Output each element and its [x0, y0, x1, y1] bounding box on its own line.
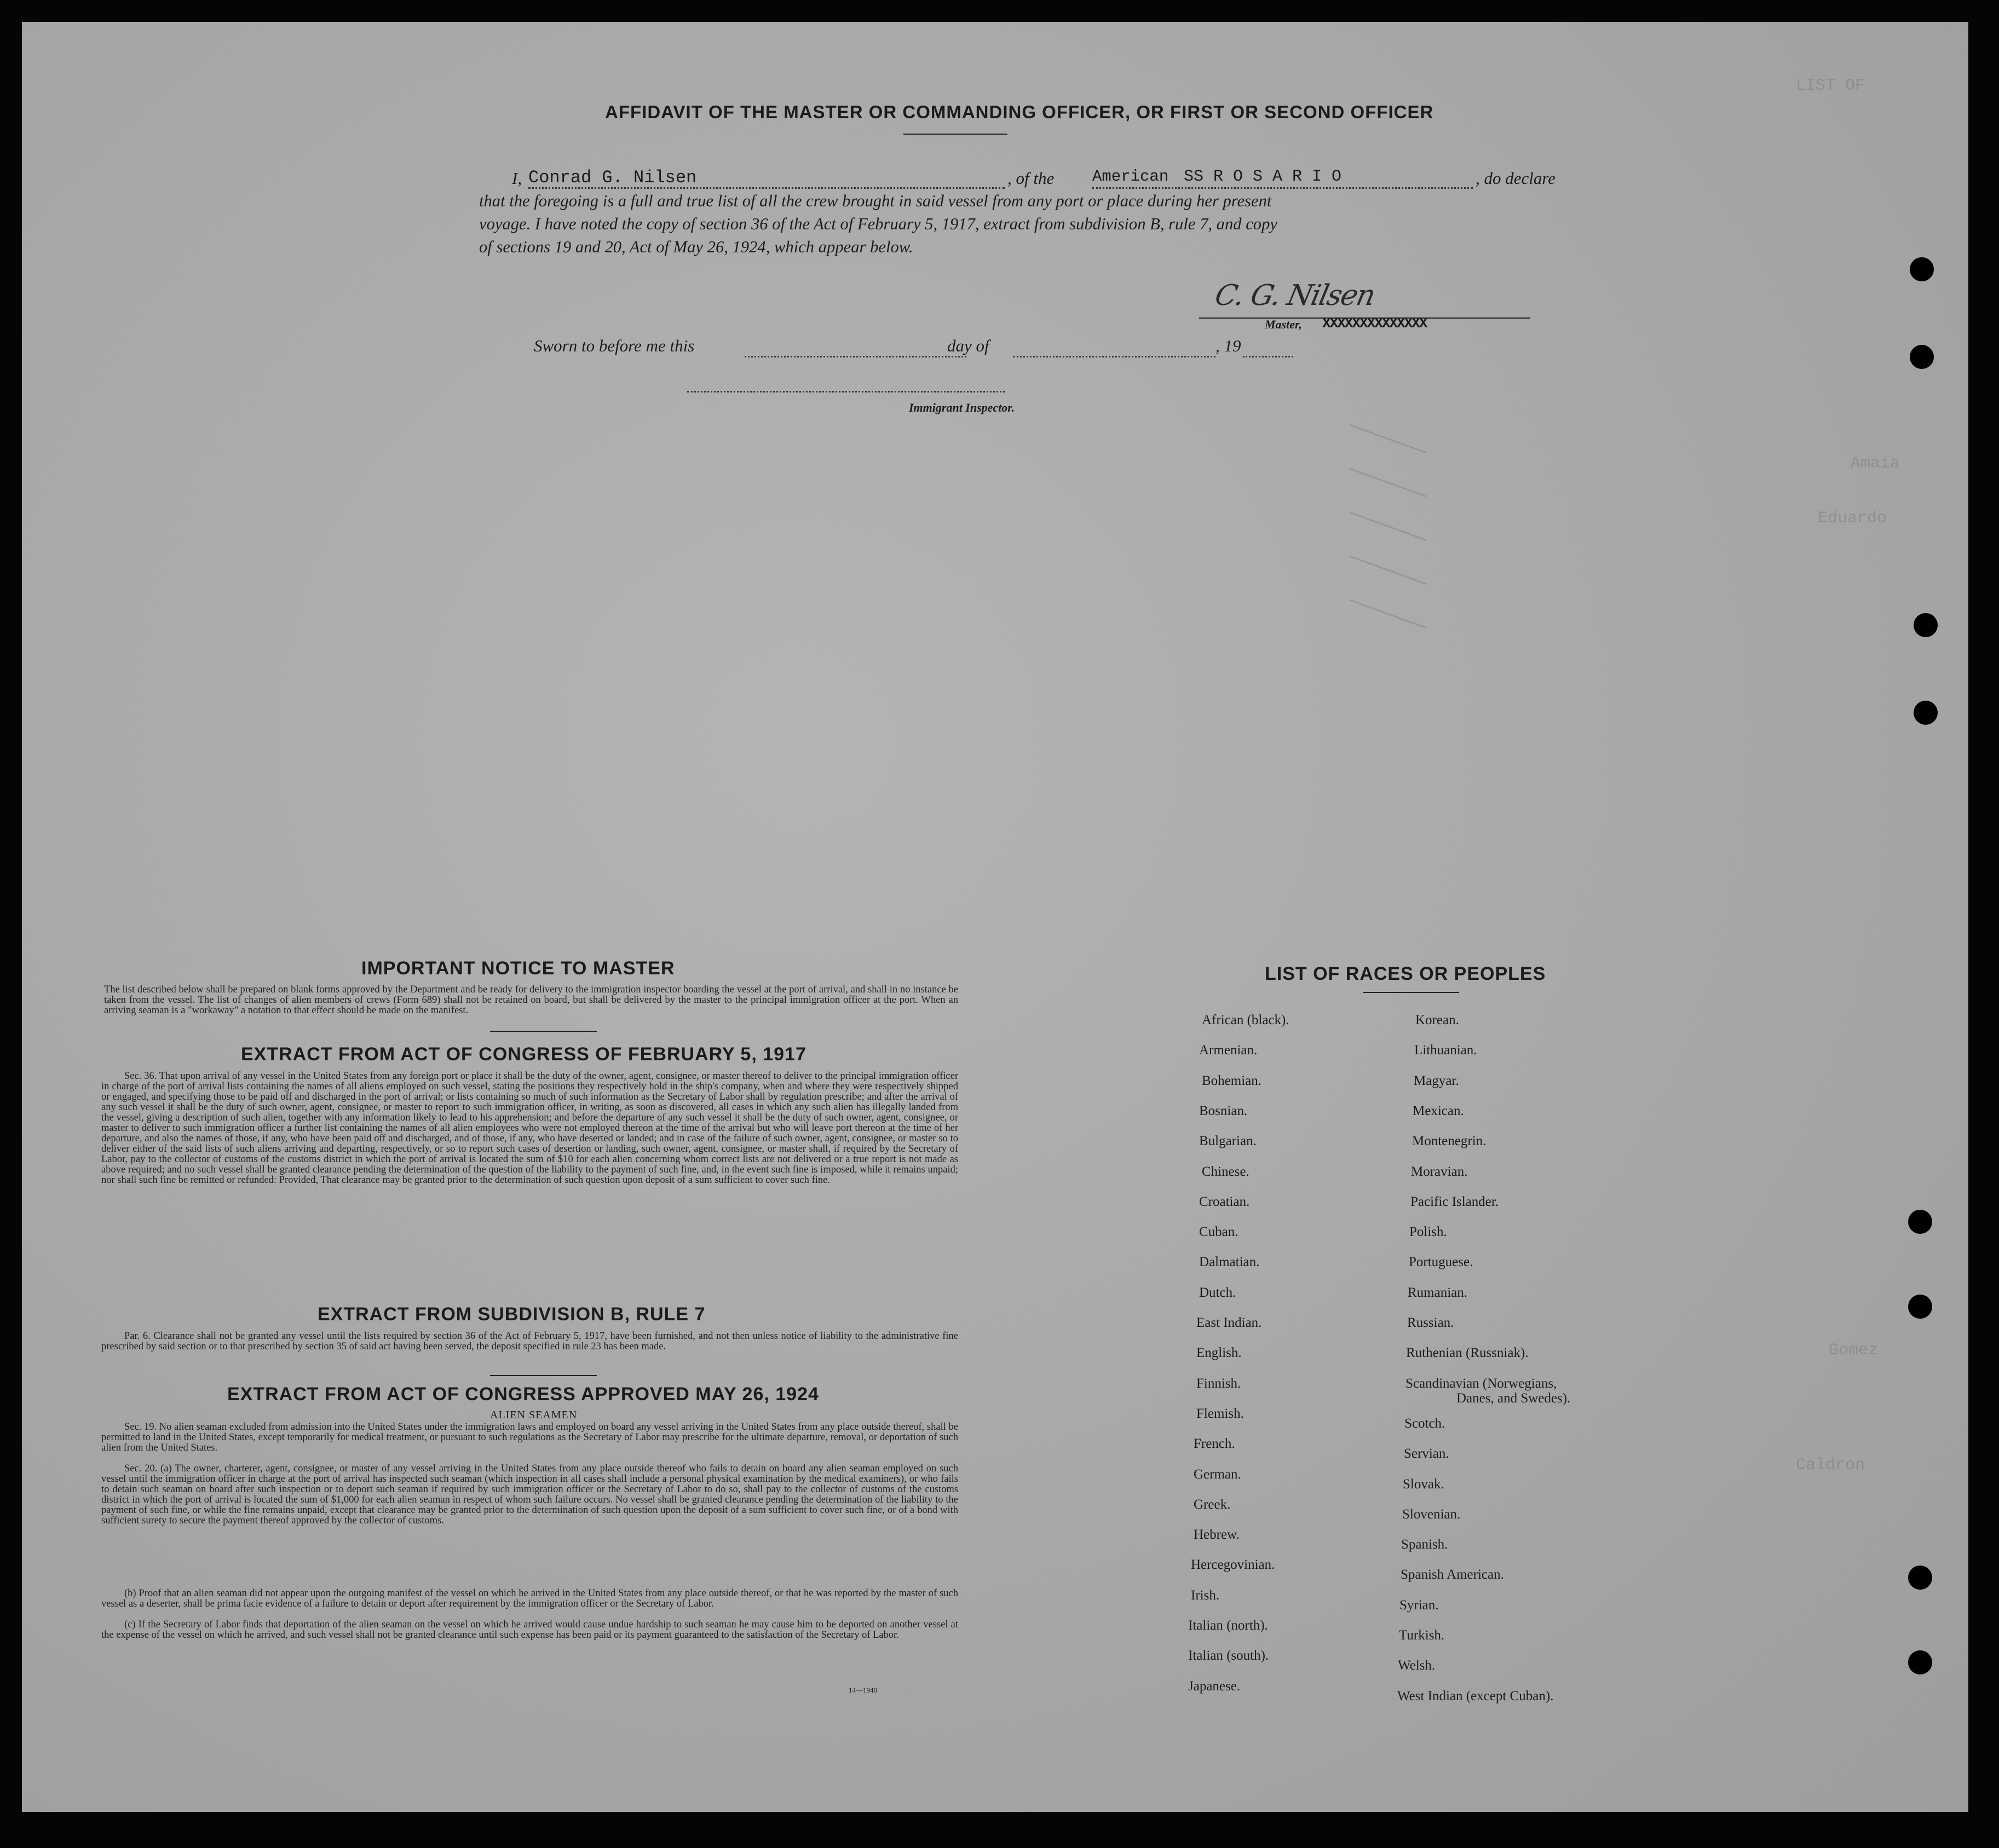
race-item: Montenegrin. — [1412, 1134, 1487, 1148]
race-item: Portuguese. — [1409, 1255, 1473, 1269]
race-item: Lithuanian. — [1414, 1043, 1477, 1058]
race-item: English. — [1196, 1345, 1242, 1360]
race-item: Dutch. — [1199, 1285, 1236, 1300]
punch-hole — [1914, 613, 1938, 637]
race-item: Bohemian. — [1202, 1073, 1262, 1088]
affidavit-line-3: voyage. I have noted the copy of section 36 of the Act of February 5, 1917, extract from subdivision B, rule 7, and copy — [479, 215, 1277, 233]
notice-rule — [490, 1031, 597, 1032]
punch-hole — [1914, 701, 1938, 725]
section-20b-text: (b) Proof that an alien seaman did not appear upon the outgoing manifest of the vessel on which he arrived in the United States from any place outside thereof, or that he was reported by the master of such vessel as a deserter, shall be prima facie evidence of a failure to detain or deport after requirement by the immigration officer or the Secretary of Labor. — [101, 1588, 958, 1609]
race-item: Pacific Islander. — [1410, 1194, 1499, 1209]
race-item: Scandinavian (Norwegians, — [1405, 1376, 1557, 1391]
race-item: Scotch. — [1404, 1416, 1445, 1431]
i-label: I, — [512, 169, 522, 188]
affidavit-title: AFFIDAVIT OF THE MASTER OR COMMANDING OFFICER, OR FIRST OR SECOND OFFICER — [605, 102, 1434, 122]
sworn-year-blank — [1243, 356, 1293, 357]
race-item: Rumanian. — [1408, 1285, 1468, 1300]
nationality: American — [1092, 168, 1169, 186]
race-item: Ruthenian (Russniak). — [1406, 1345, 1529, 1360]
rule-7-title: EXTRACT FROM SUBDIVISION B, RULE 7 — [318, 1304, 706, 1325]
bleed-through-mark — [1349, 424, 1427, 453]
punch-hole — [1908, 1210, 1932, 1234]
race-item: Slovak. — [1403, 1477, 1444, 1492]
race-item: Turkish. — [1399, 1628, 1445, 1643]
vessel-blank — [1092, 187, 1473, 189]
inspector-label: Immigrant Inspector. — [909, 401, 1015, 414]
race-item: Polish. — [1409, 1225, 1447, 1239]
race-item: Cuban. — [1199, 1225, 1238, 1239]
race-item: French. — [1194, 1436, 1235, 1451]
officer-name: Conrad G. Nilsen — [528, 168, 697, 188]
sworn-month-blank — [1013, 356, 1215, 357]
race-item: Finnish. — [1196, 1376, 1241, 1391]
race-item: Dalmatian. — [1199, 1255, 1260, 1269]
section-20c-text: (c) If the Secretary of Labor finds that deportation of the alien seaman on the vessel on which he arrived would cause undue hardship to such seaman he may cause him to be deported on another vessel at the expense of the vessel on which he arrived, and such vessel shall not be granted clearance until such expense has been paid or its payment guaranteed to the satisfaction of the Secretary of Labor. — [101, 1619, 958, 1641]
bleed-through-text: Gomez — [1829, 1341, 1879, 1360]
race-item: Japanese. — [1188, 1679, 1241, 1694]
form-number: 14—1940 — [849, 1686, 877, 1694]
rule-7-rule — [490, 1375, 597, 1376]
notice-text: The list described below shall be prepared on blank forms approved by the Department and be ready for delivery to the immigration inspector boarding the vessel at the port of arrival, and shall in no instance be taken from the vessel. The list of changes of alien members of crews (Form 689) shall not be retained on board, but shall be delivered by the master to the principal immigration officer at the port. When an arriving seaman is a "workaway" a notation to that effect should be made on the manifest. — [104, 984, 958, 1016]
race-item: Servian. — [1404, 1446, 1449, 1461]
bleed-through-text: Caldron — [1796, 1456, 1865, 1475]
year-prefix: , 19 — [1215, 336, 1241, 355]
race-item: Greek. — [1194, 1497, 1231, 1512]
sworn-label: Sworn to before me this — [534, 336, 695, 355]
race-item: Croatian. — [1199, 1194, 1250, 1209]
race-item: Welsh. — [1398, 1658, 1436, 1673]
of-the-label: , of the — [1007, 169, 1055, 188]
struck-out-text: XXXXXXXXXXXXXX — [1322, 315, 1427, 332]
master-signature: C. G. Nilsen — [1212, 279, 1378, 312]
race-item: Chinese. — [1202, 1164, 1249, 1179]
name-blank — [528, 187, 1005, 189]
bleed-through-mark — [1349, 555, 1427, 585]
extract-1917-text: Sec. 36. That upon arrival of any vessel in the United States from any foreign port or place it shall be the duty of the owner, agent, consignee, or master thereof to deliver to the principal immigration officer in charge of the port of arrival lists containing the names of all aliens employed on such vessel, stating the positions they respectively hold in the ship's company, when and where they were respectively shipped or engaged, and specifying those to be paid off and discharged in the port of arrival; or lists containing so much of such information as the Secretary of Labor shall by regulation prescribe; and after the arrival of any such vessel it shall be the duty of such owner, agent, consignee, or master to report to such immigration officer, in writing, as soon as discovered, all cases in which any such alien has illegally landed from the vessel, giving a description of such alien, together with any information likely to lead to his apprehension; and before the departure of any such vessel it shall be the duty of such owner, agent, consignee, or master to deliver to such immigration officer a further list containing the names of all alien employees who were not employed thereon at the time of the arrival but who will leave port thereon at the time of her departure, and also the names of those, if any, who have been paid off and discharged, and of those, if any, who have deserted or landed; and in case of the failure of such owner, agent, consignee, or master so to deliver either of the said lists of such aliens arriving and departing, respectively, or so to report such cases of desertion or landing, such owner, agent, consignee, or master shall, if required by the Secretary of Labor, pay to the collector of customs of the customs district in which the port of arrival is located the sum of $10 for each alien concerning whom correct lists are not delivered or a true report is not made as above required; and no such vessel shall be granted clearance pending the determination of the question of the liability to the payment of such fine, and, in the event such fine is imposed, while it remains unpaid; nor shall such fine be remitted or refunded: Provided, That clearance may be granted prior to the determination of such question upon deposit of a sum sufficient to cover such fine. — [101, 1071, 958, 1186]
bleed-through-text: Eduardo — [1818, 509, 1887, 528]
punch-hole — [1908, 1566, 1932, 1590]
race-item: Syrian. — [1399, 1598, 1439, 1613]
affidavit-line-4: of sections 19 and 20, Act of May 26, 1924, which appear below. — [479, 238, 913, 256]
extract-1924-title: EXTRACT FROM ACT OF CONGRESS APPROVED MAY 26, 1924 — [227, 1384, 819, 1405]
punch-hole — [1910, 345, 1934, 369]
section-19-text: Sec. 19. No alien seaman excluded from admission into the United States under the immigration laws and employed on board any vessel arriving in the United States from any place outside thereof, shall be permitted to land in the United States, except temporarily for medical treatment, or pursuant to such regulations as the Secretary of Labor may prescribe for the ultimate departure, removal, or deportation of such alien from the United States. — [101, 1422, 958, 1453]
race-item-scandinavian-cont: Danes, and Swedes). — [1456, 1391, 1571, 1406]
bleed-through-mark — [1349, 467, 1427, 497]
race-item: West Indian (except Cuban). — [1397, 1689, 1554, 1703]
race-item: Italian (north). — [1188, 1618, 1268, 1633]
bleed-through-text: Amaia — [1851, 454, 1900, 473]
race-item: Italian (south). — [1188, 1648, 1269, 1663]
race-item: Bulgarian. — [1199, 1134, 1257, 1148]
declare-label: , do declare — [1476, 169, 1556, 188]
affidavit-line-2: that the foregoing is a full and true list of all the crew brought in said vessel from any port or place during her present — [479, 192, 1272, 210]
race-item: African (black). — [1202, 1013, 1289, 1027]
bleed-through-text: LIST OF — [1796, 77, 1865, 95]
race-item: Mexican. — [1413, 1104, 1464, 1118]
race-item: German. — [1194, 1467, 1241, 1482]
punch-hole — [1910, 257, 1934, 281]
notice-title: IMPORTANT NOTICE TO MASTER — [361, 958, 675, 979]
race-item: Spanish American. — [1401, 1567, 1504, 1582]
title-rule — [903, 134, 1007, 135]
alien-seamen-subtitle: ALIEN SEAMEN — [490, 1409, 578, 1421]
punch-hole — [1908, 1295, 1932, 1319]
inspector-signature-blank — [687, 391, 1005, 392]
rule-7-text: Par. 6. Clearance shall not be granted any vessel until the lists required by section 36 of the Act of February 5, 1917, have been furnished, and not then unless notice of liability to the administrative fine prescribed by said section or to that prescribed by section 35 of said act having been served, the deposit specified in rule 23 has been made. — [101, 1331, 958, 1352]
master-label: Master, — [1265, 317, 1302, 331]
race-item: Armenian. — [1199, 1043, 1258, 1058]
race-item: Russian. — [1407, 1315, 1454, 1330]
document-page — [22, 22, 1968, 1812]
extract-1917-title: EXTRACT FROM ACT OF CONGRESS OF FEBRUARY 5, 1917 — [241, 1044, 806, 1065]
vessel-name: SS R O S A R I O — [1184, 168, 1342, 186]
race-item: Hebrew. — [1194, 1527, 1240, 1542]
race-item: Moravian. — [1411, 1164, 1468, 1179]
race-item: Slovenian. — [1402, 1507, 1461, 1522]
race-item: Spanish. — [1401, 1537, 1448, 1552]
day-of-label: day of — [947, 336, 989, 355]
punch-hole — [1908, 1650, 1932, 1674]
race-item: Flemish. — [1196, 1406, 1244, 1421]
race-item: Bosnian. — [1199, 1104, 1248, 1118]
races-title: LIST OF RACES OR PEOPLES — [1265, 963, 1546, 984]
sworn-day-blank — [745, 356, 966, 357]
race-item: Magyar. — [1414, 1073, 1459, 1088]
race-item: Korean. — [1415, 1013, 1459, 1027]
bleed-through-mark — [1349, 599, 1427, 628]
section-20a-text: Sec. 20. (a) The owner, charterer, agent, consignee, or master of any vessel arriving in the United States from any place outside thereof who fails to detain on board any alien seaman employed on such vessel until the immigration officer in charge at the port of arrival has inspected such seaman (which inspection in all cases shall include a personal physical examination by the medical examiners), or who fails to detain such seaman on board after such inspection or to deport such seaman if required by such immigration officer or the Secretary of Labor to do so, shall pay to the collector of customs of the customs district in which the port of arrival is located the sum of $1,000 for each alien seaman in respect of whom such failure occurs. No vessel shall be granted clearance pending the determination of the liability to the payment of such fine, or while the fine remains unpaid, except that clearance may be granted prior to the determination of such question upon the deposit of a sum sufficient to cover such fine, or of a bond with sufficient surety to secure the payment thereof approved by the collector of customs. — [101, 1463, 958, 1526]
race-item: East Indian. — [1196, 1315, 1262, 1330]
race-item: Irish. — [1191, 1588, 1220, 1603]
race-item: Hercegovinian. — [1191, 1557, 1275, 1572]
races-rule — [1363, 992, 1459, 993]
bleed-through-mark — [1349, 511, 1427, 541]
